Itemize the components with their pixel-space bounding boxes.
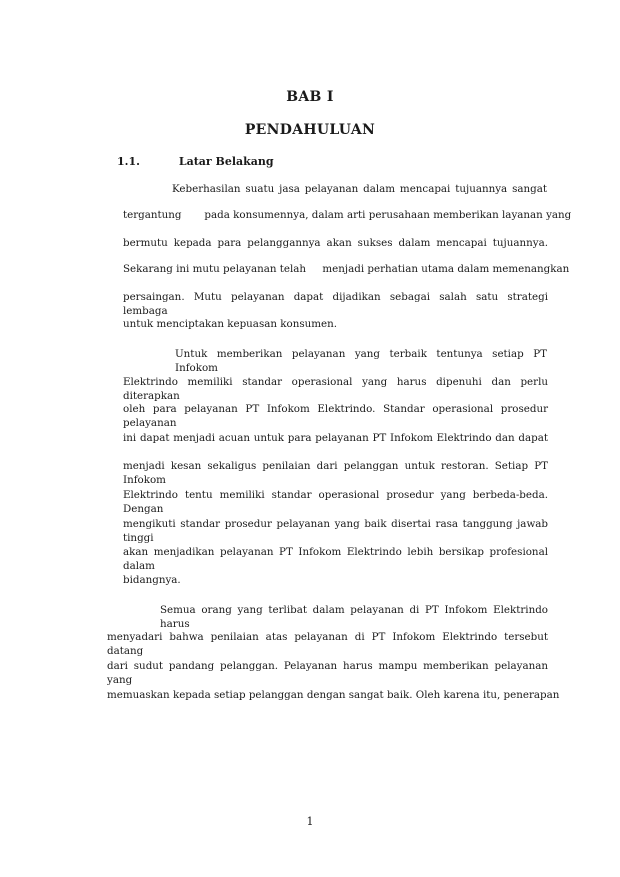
section-number: 1.1. xyxy=(117,155,140,168)
text-line: Keberhasilan suatu jasa pelayanan dalam mencapai tujuannya sangat xyxy=(172,183,547,195)
text-line: Semua orang yang terlibat dalam pelayanan di PT Infokom Elektrindo harus xyxy=(160,604,548,630)
text-line: ini dapat menjadi acuan untuk para pelayanan PT Infokom Elektrindo dan dapat xyxy=(123,432,548,444)
text-line: tergantung pada konsumennya, dalam arti perusahaan memberikan layanan yang xyxy=(123,209,572,221)
chapter-number: BAB I xyxy=(286,89,334,105)
page-number: 1 xyxy=(306,815,314,828)
text-line: menyadari bahwa penilaian atas pelayanan di PT Infokom Elektrindo tersebut datang xyxy=(107,631,548,657)
text-line: persaingan. Mutu pelayanan dapat dijadikan sebagai salah satu strategi lembaga xyxy=(123,291,548,317)
text-line: untuk menciptakan kepuasan konsumen. xyxy=(123,318,338,330)
text-line: oleh para pelayanan PT Infokom Elektrindo. Standar operasional prosedur pelayanan xyxy=(123,403,548,429)
text-line: dari sudut pandang pelanggan. Pelayanan harus mampu memberikan pelayanan yang xyxy=(107,660,548,686)
text-line: Elektrindo memiliki standar operasional yang harus dipenuhi dan perlu diterapkan xyxy=(123,376,548,402)
text-line: bidangnya. xyxy=(123,574,181,586)
text-line: mengikuti standar prosedur pelayanan yang baik disertai rasa tanggung jawab tinggi xyxy=(123,518,548,544)
text-line: Elektrindo tentu memiliki standar operasional prosedur yang berbeda-beda. Dengan xyxy=(123,489,548,515)
section-title: Latar Belakang xyxy=(178,155,274,168)
text-line: memuaskan kepada setiap pelanggan dengan sangat baik. Oleh karena itu, penerapan xyxy=(107,689,560,701)
text-line: Sekarang ini mutu pelayanan telah menjadi perhatian utama dalam memenangkan xyxy=(123,263,570,275)
section-heading xyxy=(117,155,274,168)
text-line: bermutu kepada para pelanggannya akan sukses dalam mencapai tujuannya. xyxy=(123,237,548,249)
text-line: menjadi kesan sekaligus penilaian dari pelanggan untuk restoran. Setiap PT Infokom xyxy=(123,460,548,486)
text-line: Untuk memberikan pelayanan yang terbaik tentunya setiap PT Infokom xyxy=(175,348,547,374)
chapter-title: PENDAHULUAN xyxy=(244,122,376,138)
text-line: akan menjadikan pelayanan PT Infokom Elektrindo lebih bersikap profesional dalam xyxy=(123,546,548,572)
